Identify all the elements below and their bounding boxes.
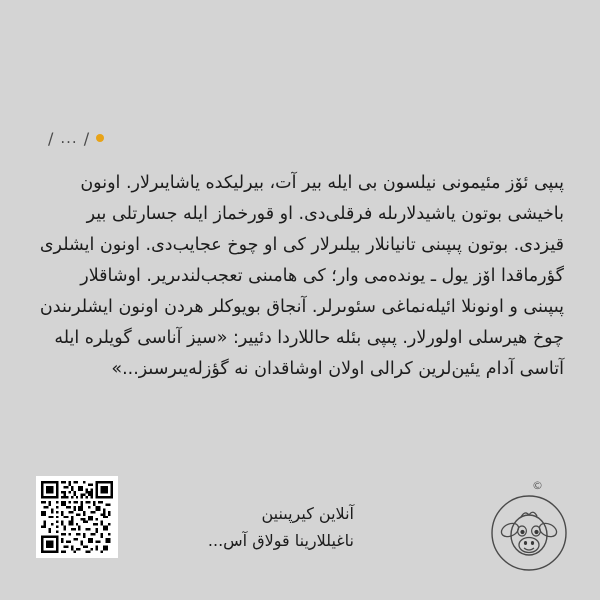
body-paragraph: پىپى ئۆز مئيمونى نيلسون بى ايله بير آت، بيرليكده ياشايىرلار. اونون باخيشى بوتون ياشيدلارىله فرقلى‌دى. او قورخماز ايله جسارتلى بير قيزدى. بوتون پىپىنى تانيانلار بيلىرلار كى او چوخ عجايب‌دى. اونون ايشلرى گؤرماقدا اۆز يول ـ يوندەمى وار؛ كى هامىنى تعجب‌لندىرير. اوشاقلار پىپىنى و اونونلا ائيله‌نماغى سئوىرلر. آنجاق بويوكلر هردن اونون ايشلرىندن چوخ هيرسلى اولورلار. پىپى بئله حاللاردا دئيير: «سيز آناسى گويلره ايله آتاسى آدام يئين‌لرين كرالى اولان اوشاقدان نه گؤزله‌يىرسىز...» — [39, 173, 564, 379]
top-marker — [48, 126, 248, 150]
qr-code-graphic — [41, 481, 113, 553]
amber-dot-icon — [96, 134, 104, 142]
calf-mascot-logo-icon — [490, 494, 568, 572]
marker-slash-trailing: / — [83, 128, 91, 148]
body-text — [36, 168, 564, 385]
qr-caption-line-1: آنلاين كيرپىنين — [261, 504, 354, 523]
qr-caption-line-2: ناغيللارينا قولاق آس... — [207, 531, 354, 550]
footer — [0, 460, 600, 600]
qr-code[interactable] — [36, 476, 118, 558]
marker-ellipsis: ... — [60, 129, 78, 147]
logo-graphic — [490, 494, 568, 572]
copyright-symbol: © — [532, 479, 543, 492]
qr-caption — [134, 500, 354, 554]
marker-slash-leading: / — [48, 128, 55, 148]
